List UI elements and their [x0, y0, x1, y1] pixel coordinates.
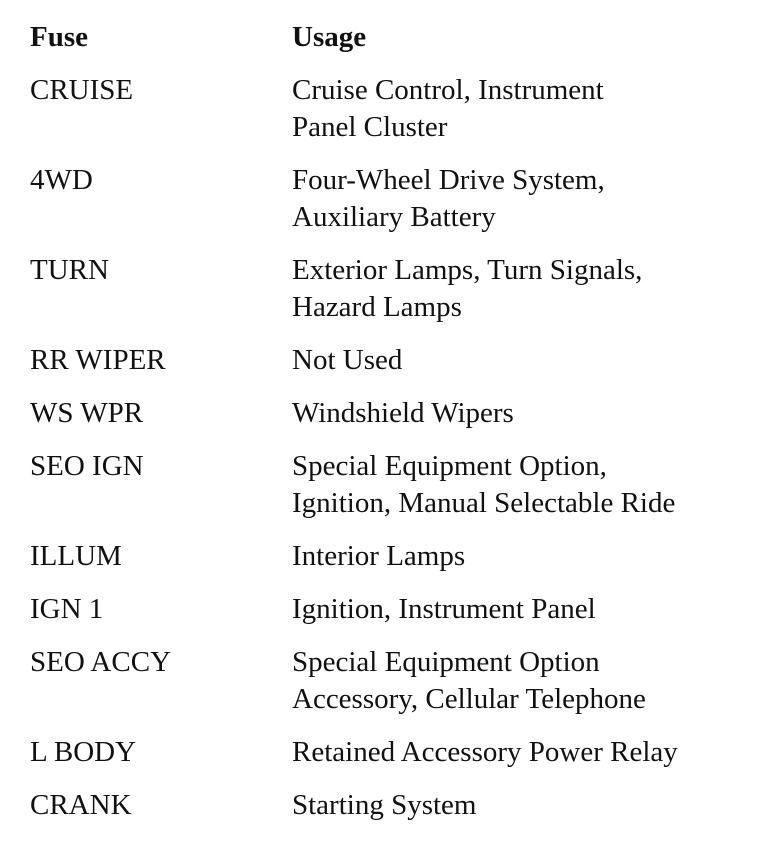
table-row	[30, 252, 760, 326]
fuse-usage	[292, 591, 760, 628]
usage-line: Windshield Wipers	[292, 397, 514, 429]
table-row	[30, 787, 760, 824]
fuse-name: CRANK	[30, 789, 132, 821]
fuse-usage-table	[30, 18, 760, 840]
table-header-row	[30, 18, 760, 58]
fuse-usage	[292, 734, 760, 771]
usage-line: Hazard Lamps	[292, 291, 462, 323]
fuse-usage	[292, 448, 760, 522]
fuse-name: CRUISE	[30, 74, 134, 106]
table-row	[30, 538, 760, 575]
usage-line: Not Used	[292, 344, 403, 376]
table-row	[30, 72, 760, 146]
usage-line: Ignition, Manual Selectable Ride	[292, 487, 676, 519]
usage-line: Accessory, Cellular Telephone	[292, 683, 646, 715]
fuse-usage	[292, 787, 760, 824]
fuse-usage	[292, 342, 760, 379]
usage-line: Interior Lamps	[292, 540, 466, 572]
fuse-column-header: Fuse	[30, 21, 88, 53]
table-row	[30, 342, 760, 379]
fuse-name: L BODY	[30, 736, 137, 768]
usage-line: Exterior Lamps, Turn Signals,	[292, 254, 643, 286]
usage-line: Panel Cluster	[292, 111, 448, 143]
fuse-name: IGN 1	[30, 593, 104, 625]
table-row	[30, 395, 760, 432]
fuse-usage	[292, 644, 760, 718]
fuse-usage	[292, 72, 760, 146]
usage-line: Auxiliary Battery	[292, 201, 496, 233]
usage-line: Cruise Control, Instrument	[292, 74, 604, 106]
fuse-name: ILLUM	[30, 540, 122, 572]
fuse-name: WS WPR	[30, 397, 144, 429]
table-row	[30, 162, 760, 236]
fuse-name: 4WD	[30, 164, 93, 196]
table-body	[30, 72, 760, 824]
fuse-usage	[292, 162, 760, 236]
table-row	[30, 644, 760, 718]
usage-line: Retained Accessory Power Relay	[292, 736, 678, 768]
usage-line: Ignition, Instrument Panel	[292, 593, 596, 625]
fuse-name: SEO IGN	[30, 450, 144, 482]
fuse-name: RR WIPER	[30, 344, 166, 376]
usage-line: Four-Wheel Drive System,	[292, 164, 605, 196]
usage-line: Special Equipment Option	[292, 646, 600, 678]
fuse-name: SEO ACCY	[30, 646, 172, 678]
fuse-usage	[292, 538, 760, 575]
fuse-name: TURN	[30, 254, 109, 286]
usage-line: Special Equipment Option,	[292, 450, 607, 482]
table-row	[30, 591, 760, 628]
usage-line: Starting System	[292, 789, 477, 821]
table-row	[30, 448, 760, 522]
usage-column-header: Usage	[292, 21, 367, 53]
fuse-usage	[292, 395, 760, 432]
fuse-usage	[292, 252, 760, 326]
table-row	[30, 734, 760, 771]
